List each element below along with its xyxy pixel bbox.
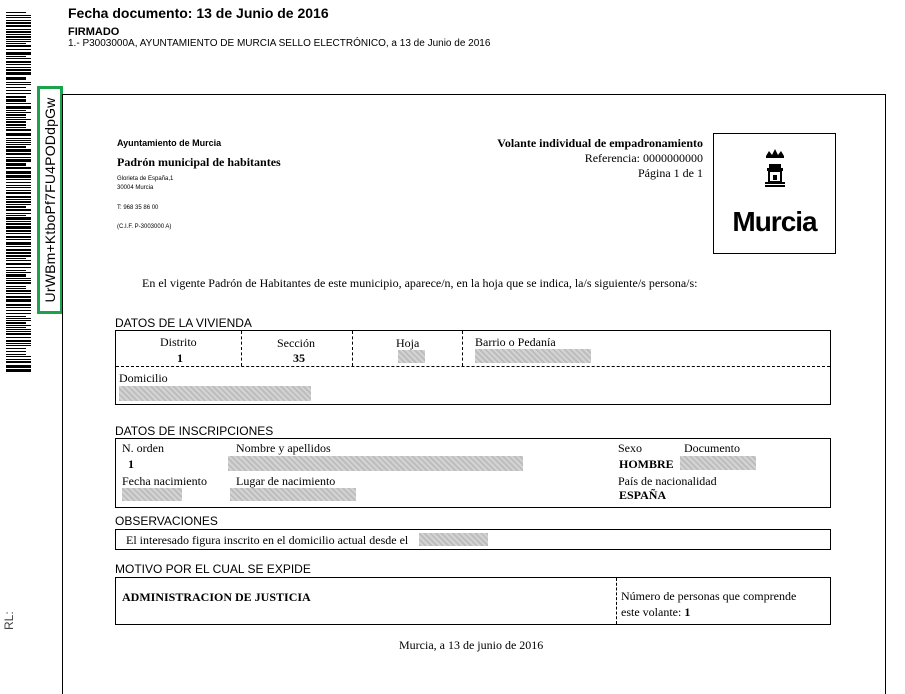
barcode-bar [6, 15, 31, 16]
barcode-bar [6, 31, 31, 33]
barcode-bar [6, 117, 26, 118]
lugar-nacimiento-redacted [230, 488, 356, 501]
barcode-bar [6, 67, 31, 68]
barcode-bar [6, 192, 31, 194]
barcode-bar [6, 329, 31, 330]
barcode-bar [6, 119, 31, 120]
barcode-bar [6, 223, 31, 225]
fecha-nacimiento-redacted [122, 488, 182, 501]
barcode-bar [6, 204, 31, 205]
barcode-bar [6, 179, 31, 180]
issuer-name: Ayuntamiento de Murcia [117, 138, 222, 148]
barrio-label: Barrio o Pedanía [475, 335, 556, 349]
barcode-bar [6, 316, 26, 317]
logo-text: Murcia [732, 206, 817, 237]
barcode-bar [6, 77, 26, 80]
barcode-bar [6, 217, 31, 220]
barcode-bar [6, 230, 31, 232]
barcode-bar [6, 260, 31, 261]
barcode-bar [6, 274, 26, 277]
personas-label-2: este volante: [621, 605, 682, 619]
url-label: RL: [2, 611, 16, 630]
personas-line [621, 605, 690, 620]
barcode-bar [6, 58, 31, 59]
issuer-address-1: Glorieta de España,1 [117, 176, 174, 182]
barcode-bar [6, 348, 26, 349]
barcode-bar [6, 133, 31, 136]
barcode-bar [6, 351, 26, 352]
barcode-bar [6, 43, 26, 44]
barcode-bar [6, 201, 31, 203]
signed-label: FIRMADO [68, 26, 120, 38]
barcode-bar [6, 144, 31, 145]
hoja-label: Hoja [396, 336, 420, 350]
barcode-bar [6, 39, 31, 40]
doc-page-number: Página 1 de 1 [638, 166, 703, 180]
barcode-bar [6, 146, 26, 148]
seccion-label: Sección [277, 336, 315, 350]
seccion-value: 35 [293, 351, 305, 365]
barcode-bar [6, 29, 31, 30]
doc-reference: Referencia: 0000000000 [584, 151, 703, 165]
barcode-bar [6, 149, 31, 152]
barcode-bar [6, 236, 31, 238]
documento-label: Documento [684, 441, 740, 455]
place-date: Murcia, a 13 de junio de 2016 [399, 638, 544, 652]
orden-value: 1 [128, 457, 134, 471]
barcode-bar [6, 90, 31, 91]
pais-label: País de nacionalidad [618, 474, 717, 488]
sexo-label: Sexo [618, 441, 642, 455]
barcode-bar [6, 140, 31, 141]
barcode-bar [6, 121, 26, 123]
barcode-bar [6, 138, 31, 139]
barcode-bar [6, 239, 31, 240]
barcode-bar [6, 299, 31, 302]
barcode-bar [6, 12, 26, 13]
barcode-bar [6, 72, 31, 75]
section-observaciones-title: OBSERVACIONES [115, 514, 218, 528]
barcode-bar [6, 270, 26, 271]
fecha-nacimiento-label: Fecha nacimiento [122, 474, 207, 488]
barcode-bar [6, 327, 26, 328]
intro-text: En el vigente Padrón de Habitantes de este municipio, aparece/n, en la hoja que se indica, la/s siguiente/s persona/s: [142, 276, 698, 290]
doc-title: Volante individual de empadronamiento [497, 136, 703, 150]
section-motivo-title: MOTIVO POR EL CUAL SE EXPIDE [115, 562, 311, 576]
observaciones-date-redacted [419, 533, 488, 546]
barcode-bar [6, 159, 31, 162]
barcode-bar [6, 114, 26, 116]
barcode-bar [6, 185, 31, 186]
document-date: Fecha documento: 13 de Junio de 2016 [68, 5, 329, 21]
barcode-bar [6, 25, 31, 27]
barcode-bar [6, 331, 31, 332]
barcode-bar [6, 69, 31, 71]
barcode-bar [6, 252, 31, 254]
barcode-bar [6, 196, 31, 198]
barcode-bar [6, 93, 31, 94]
personas-value: 1 [684, 605, 691, 619]
barcode-bar [6, 20, 31, 21]
signer-line: 1.- P3003000A, AYUNTAMIENTO DE MURCIA SELLO ELECTRÓNICO, a 13 de Junio de 2016 [68, 38, 491, 49]
barcode-bar [6, 267, 31, 268]
barcode-bar [6, 365, 31, 368]
barcode-bar [6, 318, 31, 319]
distrito-value: 1 [177, 351, 183, 365]
barcode-bar [6, 182, 31, 183]
barcode-bar [6, 87, 26, 88]
barcode-bar [6, 112, 31, 113]
barcode-bar [6, 356, 31, 357]
barcode-bar [6, 290, 31, 292]
barcode-bar [6, 103, 31, 104]
issuer-phone: T: 968 35 86 00 [117, 205, 159, 211]
barcode-bar [6, 226, 31, 229]
observaciones-text: El interesado figura inscrito en el domicilio actual desde el [126, 533, 409, 547]
barcode-bar [6, 199, 31, 200]
nombre-label: Nombre y apellidos [236, 441, 331, 455]
barcode-bar [6, 167, 31, 169]
barcode-bar [6, 345, 31, 346]
barcode-bar [6, 106, 31, 109]
barrio-redacted [475, 349, 591, 363]
barcode-bar [6, 272, 31, 273]
barcode-bar [6, 129, 31, 131]
barcode [6, 12, 31, 374]
barcode-bar [6, 313, 31, 314]
barcode-bar [6, 337, 31, 338]
barcode-bar [6, 310, 31, 311]
issuer-address-2: 30004 Murcia [117, 185, 154, 191]
nombre-redacted [228, 456, 523, 471]
documento-redacted [680, 456, 756, 470]
barcode-bar [6, 325, 31, 326]
domicilio-label: Domicilio [119, 371, 168, 385]
distrito-label: Distrito [160, 335, 197, 349]
barcode-bar [6, 124, 26, 126]
barcode-bar [6, 258, 26, 259]
barcode-bar [6, 213, 31, 214]
barcode-bar [6, 153, 31, 155]
barcode-bar [6, 282, 31, 284]
barcode-bar [6, 52, 31, 55]
registry-name: Padrón municipal de habitantes [117, 155, 281, 169]
barcode-bar [6, 359, 31, 360]
barcode-bar [6, 361, 31, 363]
domicilio-redacted [119, 386, 311, 401]
barcode-bar [6, 233, 31, 234]
hoja-redacted [398, 350, 425, 363]
barcode-bar [6, 171, 31, 174]
barcode-bar [6, 255, 31, 257]
barcode-bar [6, 163, 26, 166]
barcode-bar [6, 322, 26, 324]
barcode-bar [6, 96, 26, 98]
barcode-bar [6, 246, 31, 247]
barcode-bar [6, 142, 31, 143]
barcode-bar [6, 242, 31, 245]
barcode-bar [6, 45, 31, 47]
barcode-bar [6, 354, 26, 355]
barcode-bar [6, 333, 31, 335]
barcode-bar [6, 82, 31, 83]
barcode-bar [6, 288, 26, 289]
barcode-bar [6, 49, 31, 50]
barcode-bar [6, 157, 31, 158]
barcode-bar [6, 206, 26, 208]
barcode-bar [6, 280, 31, 281]
csv-code-box [37, 86, 63, 314]
barcode-bar [6, 320, 31, 321]
motivo-value: ADMINISTRACION DE JUSTICIA [122, 590, 311, 604]
barcode-bar [6, 263, 31, 265]
personas-label-1: Número de personas que comprende [621, 589, 797, 603]
barcode-bar [6, 343, 31, 344]
barcode-bar [6, 17, 31, 18]
barcode-bar [6, 249, 31, 251]
barcode-bar [6, 190, 31, 191]
barcode-bar [6, 64, 31, 65]
section-vivienda-title: DATOS DE LA VIVIENDA [115, 316, 252, 330]
barcode-bar [6, 22, 31, 24]
barcode-bar [6, 307, 31, 308]
orden-label: N. orden [122, 441, 164, 455]
barcode-bar [6, 34, 31, 35]
barcode-bar [6, 293, 31, 294]
barcode-bar [6, 99, 26, 102]
pais-value: ESPAÑA [619, 488, 667, 502]
barcode-bar [6, 187, 31, 188]
barcode-bar [6, 296, 31, 298]
barcode-bar [6, 127, 26, 128]
barcode-bar [6, 286, 26, 287]
barcode-bar [6, 84, 31, 85]
issuer-cif: (C.I.F. P-3003000 A) [117, 224, 172, 230]
lugar-nacimiento-label: Lugar de nacimiento [236, 474, 336, 488]
section-inscripciones-title: DATOS DE INSCRIPCIONES [115, 424, 274, 438]
barcode-bar [6, 36, 31, 38]
sexo-value: HOMBRE [619, 457, 674, 471]
barcode-bar [6, 278, 31, 279]
barcode-bar [6, 41, 31, 42]
barcode-bar [6, 209, 31, 211]
csv-code: UrWBm+KtboPf7FU4PODdpGw [42, 97, 58, 303]
barcode-bar [6, 340, 31, 342]
barcode-bar [6, 369, 31, 372]
barcode-bar [6, 304, 31, 306]
murcia-logo [713, 133, 836, 254]
barcode-bar [6, 110, 26, 111]
barcode-bar [6, 56, 26, 57]
barcode-bar [6, 215, 26, 216]
barcode-bar [6, 221, 31, 222]
barcode-bar [6, 61, 31, 63]
barcode-bar [6, 175, 31, 178]
